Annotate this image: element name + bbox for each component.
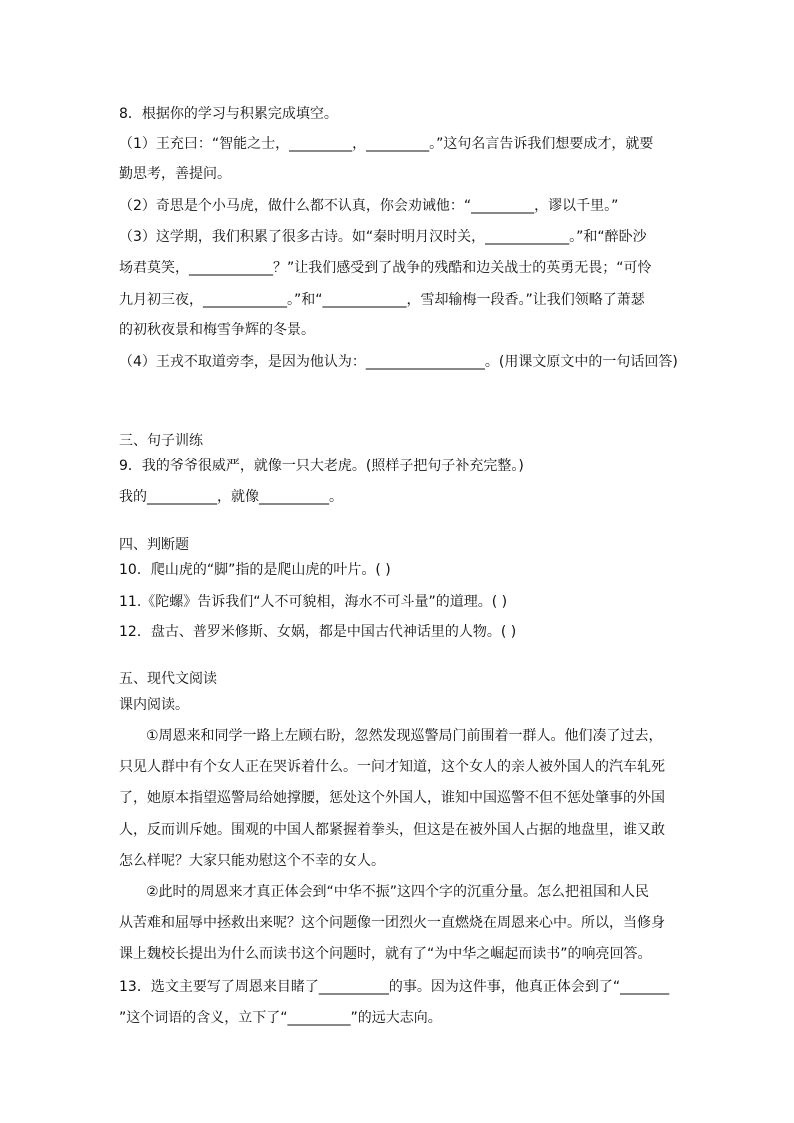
q9: 9．我的爷爷很威严，就像一只大老虎。(照样子把句子补充完整。) — [119, 458, 524, 474]
q8-line-8: （4）王戎不取道旁李，是因为他认为：_________________。(用课文原文中的一句话回答) — [119, 354, 678, 370]
section-5-sub: 课内阅读。 — [119, 697, 189, 713]
passage-p1-line: 人，反而训斥她。围观的中国人都紧握着拳头，但这是在被外国人占据的地盘里，谁又敢 — [119, 822, 665, 838]
passage-p1-line: 了，她原本指望巡警局给她撑腰，惩处这个外国人，谁知中国巡警不但不惩处肇事的外国 — [119, 790, 665, 806]
q10: 10．爬山虎的“脚”指的是爬山虎的叶片。( ) — [119, 562, 391, 578]
q8-title: 8．根据你的学习与积累完成填空。 — [119, 106, 338, 122]
q12: 12．盘古、普罗米修斯、女娲，都是中国古代神话里的人物。( ) — [119, 624, 517, 640]
passage-p1-line: 只见人群中有个女人正在哭诉着什么。一问才知道，这个女人的亲人被外国人的汽车轧死 — [119, 759, 665, 775]
passage-p2-line: ②此时的周恩来才真正体会到“中华不振”这四个字的沉重分量。怎么把祖国和人民 — [146, 884, 650, 900]
passage-p2-line: 课上魏校长提出为什么而读书这个问题时，就有了“为中华之崛起而读书”的响亮回答。 — [119, 946, 652, 962]
q13-line-2: ”这个词语的含义，立下了“_________”的远大志向。 — [119, 1010, 442, 1026]
passage-p1-line: 怎么样呢？大家只能劝慰这个不幸的女人。 — [119, 853, 385, 869]
q8-line-2: 勤思考，善提问。 — [119, 166, 231, 182]
q8-line-6: 九月初三夜，____________。”和“____________，雪却输梅一段香。”让我们领略了萧瑟 — [119, 292, 645, 308]
section-4-heading: 四、判断题 — [119, 537, 189, 553]
section-5-heading: 五、现代文阅读 — [119, 671, 217, 687]
q13-line-1: 13．选文主要写了周恩来目睹了__________的事。因为这件事，他真正体会到了“_______ — [119, 979, 670, 995]
q8-line-3: （2）奇思是个小马虎，做什么都不认真，你会劝诫他：“_________，谬以千里。” — [119, 198, 619, 214]
q8-line-1: （1）王充曰：“智能之士，_________，_________。”这句名言告诉我们想要成才，就要 — [119, 136, 654, 152]
passage-p2-line: 从苦难和屈辱中拯救出来呢？这个问题像一团烈火一直燃烧在周恩来心中。所以，当修身 — [119, 915, 665, 931]
q9-answer: 我的__________，就像__________。 — [119, 489, 343, 505]
q8-line-5: 场君莫笑，____________？”让我们感受到了战争的残酷和边关战士的英勇无畏；“可怜 — [119, 260, 652, 276]
passage-p1-line: ①周恩来和同学一路上左顾右盼，忽然发现巡警局门前围着一群人。他们凑了过去， — [146, 728, 663, 744]
section-3-heading: 三、句子训练 — [119, 433, 203, 449]
q11: 11.《陀螺》告诉我们“人不可貌相，海水不可斗量”的道理。( ) — [119, 594, 508, 610]
q8-line-7: 的初秋夜景和梅雪争辉的冬景。 — [119, 322, 315, 338]
q8-line-4: （3）这学期，我们积累了很多古诗。如“秦时明月汉时关，____________。”和“醉卧沙 — [119, 229, 647, 245]
